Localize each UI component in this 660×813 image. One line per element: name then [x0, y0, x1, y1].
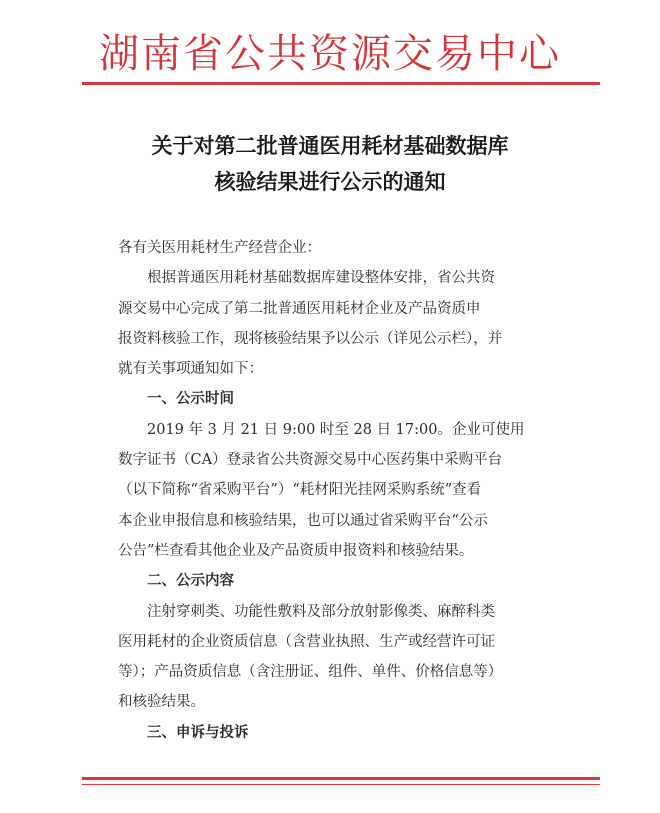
- footer-red-rule-thin: [82, 784, 600, 785]
- intro-line: 就有关事项通知如下：: [118, 361, 263, 378]
- section1-line: 数字证书（CA）登录省公共资源交易中心医药集中采购平台: [118, 452, 503, 469]
- notice-body: [118, 233, 558, 748]
- section-heading-publicity-content: 二、公示内容: [147, 573, 234, 590]
- notice-title-line: 关于对第二批普通医用耗材基础数据库: [151, 133, 509, 158]
- intro-line: 根据普通医用耗材基础数据库建设整体安排，省公共资: [147, 270, 495, 287]
- footer-red-rule: [82, 777, 600, 780]
- section2-line: 和核验结果。: [118, 694, 205, 711]
- section2-line: 医用耗材的企业资质信息（含营业执照、生产或经营许可证: [118, 633, 495, 650]
- notice-title: [0, 128, 660, 200]
- intro-line: 报资料核验工作，现将核验结果予以公示（详见公示栏），并: [118, 330, 503, 347]
- org-letterhead-title: 湖南省公共资源交易中心: [99, 31, 561, 77]
- letterhead-red-rule: [82, 82, 600, 85]
- section-heading-publicity-time: 一、公示时间: [147, 391, 234, 408]
- section1-line: （以下简称“省采购平台”）“耗材阳光挂网采购系统”查看: [118, 482, 482, 499]
- section1-line: 本企业申报信息和核验结果，也可以通过省采购平台“公示: [118, 512, 488, 529]
- notice-title-line: 核验结果进行公示的通知: [214, 169, 446, 194]
- section1-line: 2019 年 3 月 21 日 9:00 时至 28 日 17:00。企业可使用: [147, 421, 525, 438]
- section2-line: 注射穿刺类、功能性敷料及部分放射影像类、麻醉科类: [147, 603, 495, 620]
- section1-line: 公告”栏查看其他企业及产品资质申报资料和核验结果。: [118, 542, 474, 559]
- section-heading-appeals: 三、申诉与投诉: [147, 724, 249, 741]
- salutation: 各有关医用耗材生产经营企业：: [118, 240, 321, 256]
- intro-line: 源交易中心完成了第二批普通医用耗材企业及产品资质申: [118, 300, 481, 317]
- section2-line: 等）；产品资质信息（含注册证、组件、单件、价格信息等）: [118, 664, 503, 681]
